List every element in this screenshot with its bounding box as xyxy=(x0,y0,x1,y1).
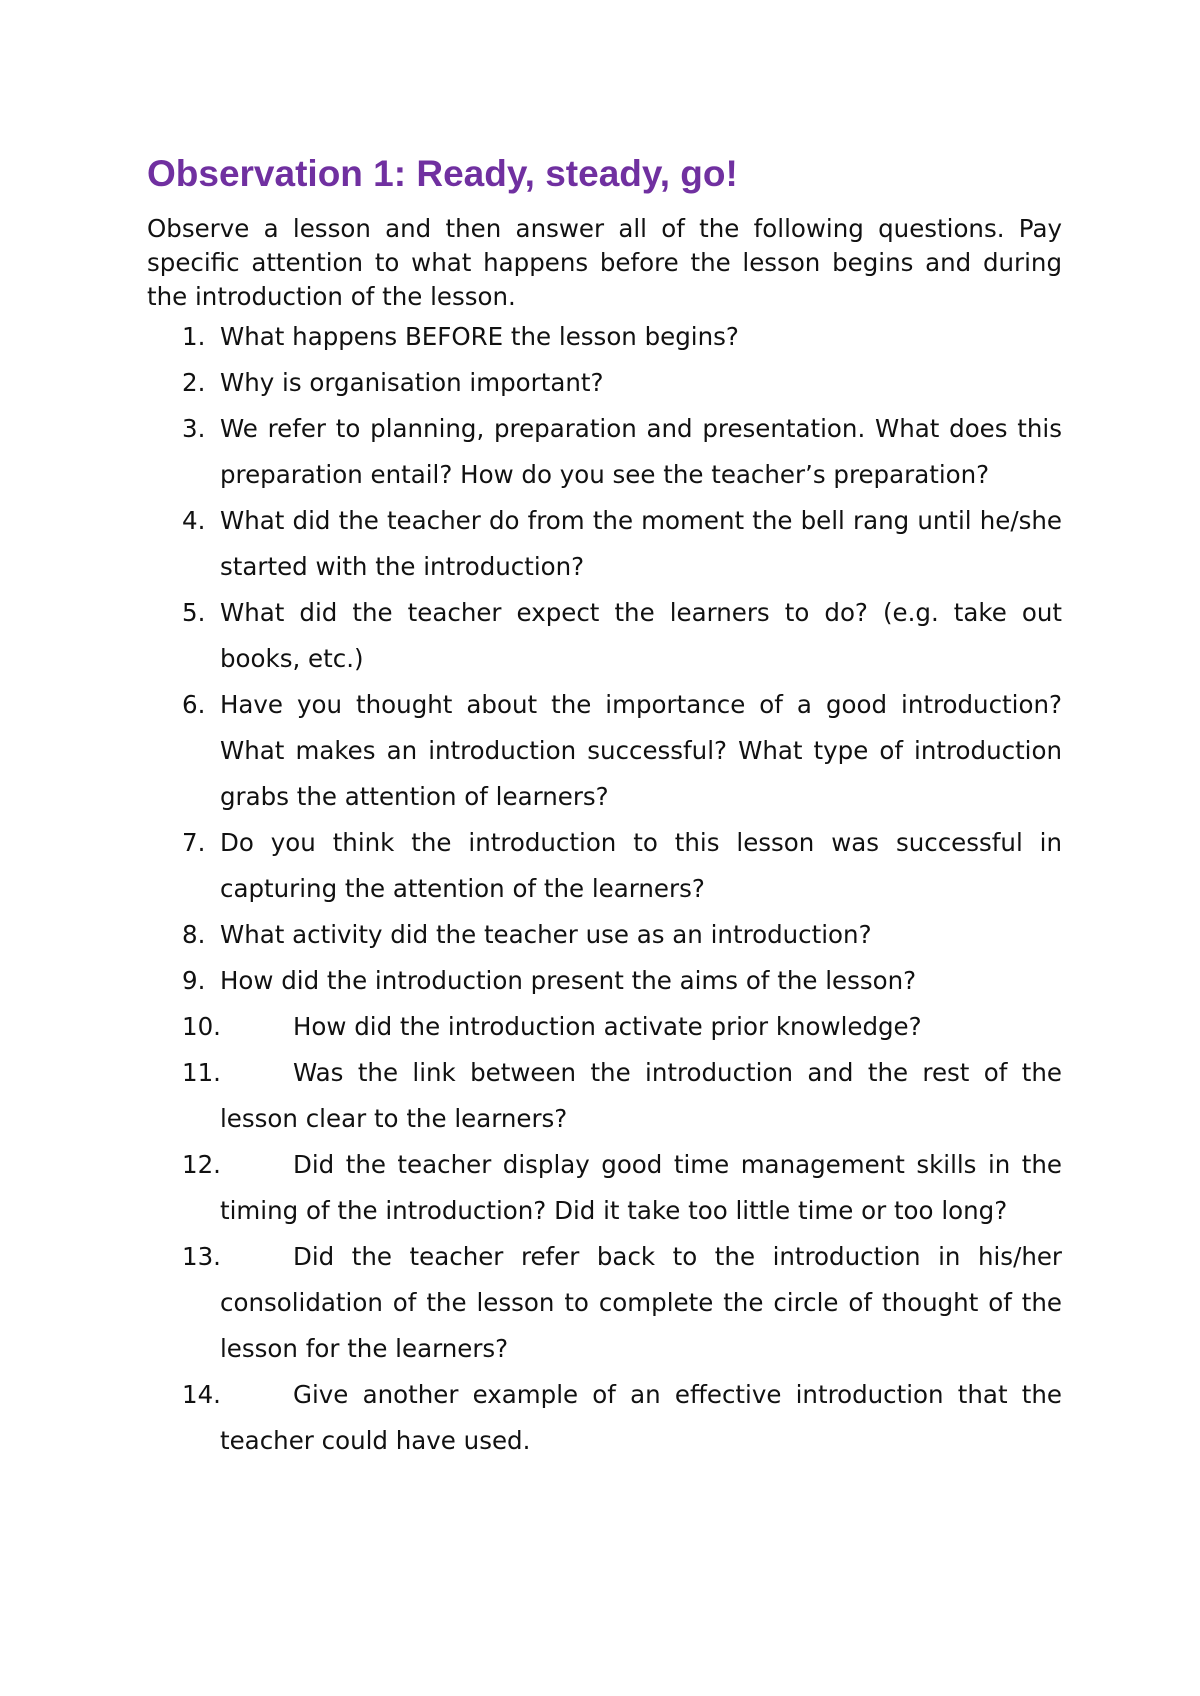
list-item xyxy=(147,360,1062,406)
question-text xyxy=(220,1004,1062,1050)
list-item xyxy=(147,912,1062,958)
question-text xyxy=(220,1142,1062,1234)
question-text xyxy=(220,1050,1062,1142)
list-item xyxy=(147,1004,1062,1050)
question-number: 4. xyxy=(182,506,206,535)
question-text: Why is organisation important? xyxy=(220,368,604,397)
list-item xyxy=(147,590,1062,682)
list-item xyxy=(147,1372,1062,1464)
question-number: 12. xyxy=(182,1150,221,1179)
question-text-content: Give another example of an effective introduction that the teacher could have used. xyxy=(220,1380,1062,1455)
question-text: Have you thought about the importance of a good introduction? What makes an introduction successful? What type of introduction grabs the attention of learners? xyxy=(220,690,1062,811)
question-text: What activity did the teacher use as an introduction? xyxy=(220,920,872,949)
question-text xyxy=(220,1234,1062,1372)
question-text-content: Did the teacher refer back to the introduction in his/her consolidation of the lesson to complete the circle of thought of the lesson for the learners? xyxy=(220,1242,1062,1363)
intro-paragraph: Observe a lesson and then answer all of the following questions. Pay specific attention to what happens before the lesson begins and during the introduction of the lesson. xyxy=(147,214,1062,311)
list-item xyxy=(147,958,1062,1004)
list-item xyxy=(147,1050,1062,1142)
question-text xyxy=(220,1372,1062,1464)
question-number: 11. xyxy=(182,1058,221,1087)
list-item xyxy=(147,682,1062,820)
question-text-content: Was the link between the introduction and the rest of the lesson clear to the learners? xyxy=(220,1058,1062,1133)
question-text: How did the introduction present the aims of the lesson? xyxy=(220,966,917,995)
list-item xyxy=(147,1142,1062,1234)
question-text: What did the teacher do from the moment the bell rang until he/she started with the introduction? xyxy=(220,506,1062,581)
question-text: We refer to planning, preparation and presentation. What does this preparation entail? How do you see the teacher’s preparation? xyxy=(220,414,1062,489)
list-item xyxy=(147,820,1062,912)
question-number: 6. xyxy=(182,690,206,719)
question-text: What did the teacher expect the learners to do? (e.g. take out books, etc.) xyxy=(220,598,1062,673)
list-item xyxy=(147,314,1062,360)
list-item xyxy=(147,498,1062,590)
question-number: 1. xyxy=(182,322,206,351)
question-text-content: How did the introduction activate prior knowledge? xyxy=(293,1012,922,1041)
question-number: 3. xyxy=(182,414,206,443)
question-number: 14. xyxy=(182,1380,221,1409)
question-text: What happens BEFORE the lesson begins? xyxy=(220,322,739,351)
question-number: 5. xyxy=(182,598,206,627)
question-list xyxy=(147,314,1062,1464)
question-text-content: Did the teacher display good time management skills in the timing of the introduction? Did it take too little time or too long? xyxy=(220,1150,1062,1225)
page-title: Observation 1: Ready, steady, go! xyxy=(147,153,738,194)
question-text: Do you think the introduction to this lesson was successful in capturing the attention of the learners? xyxy=(220,828,1062,903)
question-number: 7. xyxy=(182,828,206,857)
question-number: 10. xyxy=(182,1012,221,1041)
question-number: 9. xyxy=(182,966,206,995)
list-item xyxy=(147,1234,1062,1372)
list-item xyxy=(147,406,1062,498)
question-number: 13. xyxy=(182,1242,221,1271)
question-number: 8. xyxy=(182,920,206,949)
document-page xyxy=(147,150,1062,1464)
question-number: 2. xyxy=(182,368,206,397)
